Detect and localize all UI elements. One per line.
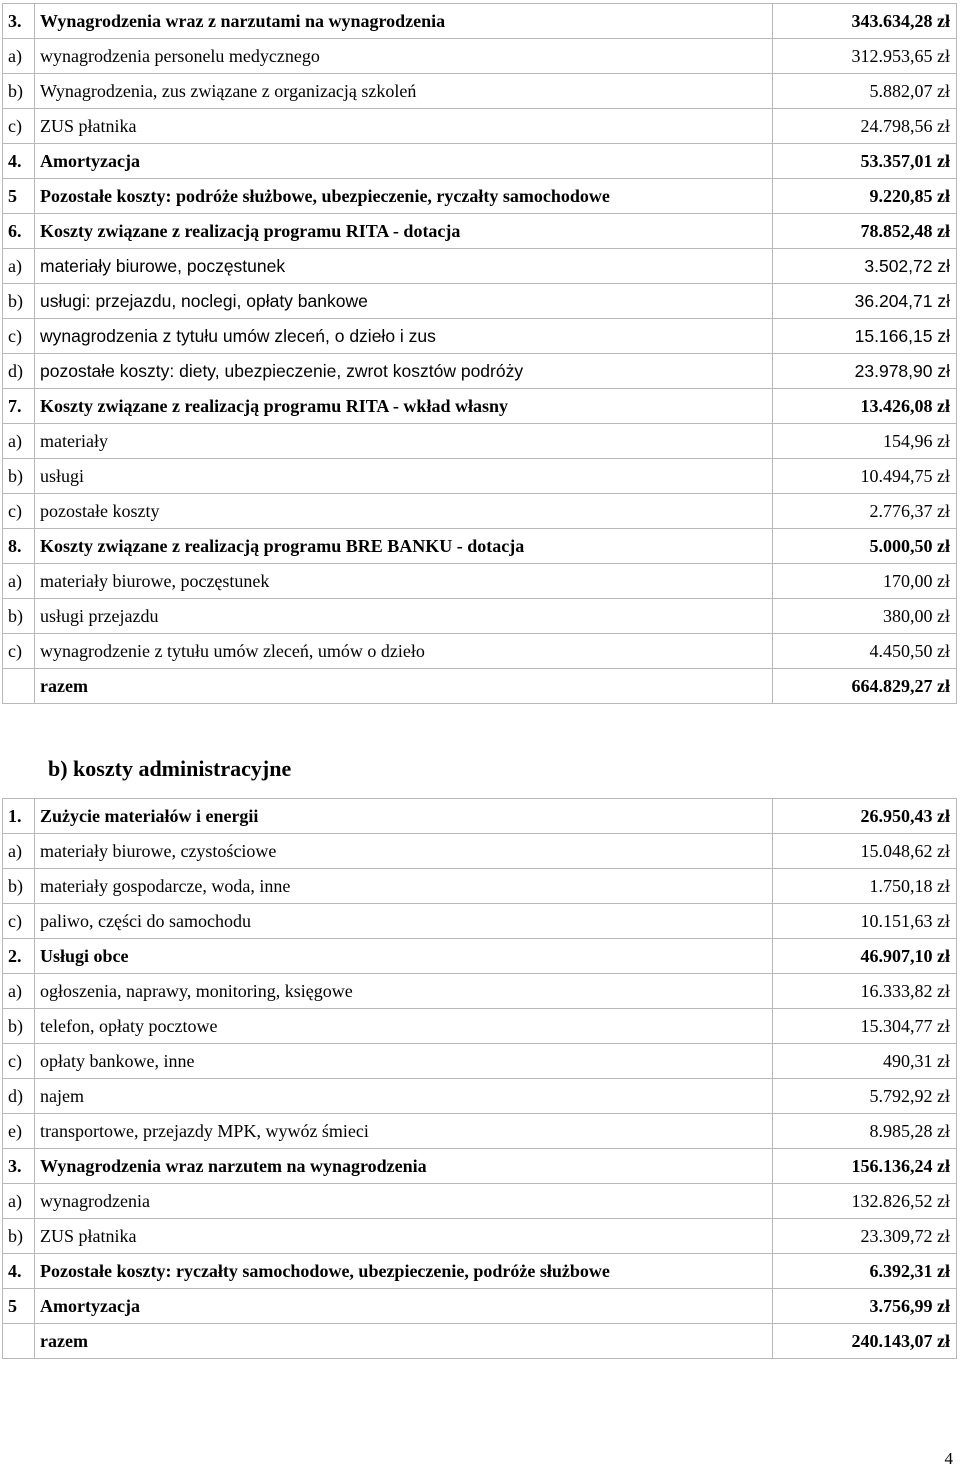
row-amount: 2.776,37 zł — [773, 494, 957, 529]
row-label: ZUS płatnika — [35, 1219, 773, 1254]
row-amount: 16.333,82 zł — [773, 974, 957, 1009]
row-amount: 26.950,43 zł — [773, 799, 957, 834]
row-number: b) — [3, 74, 35, 109]
table-row — [3, 1219, 957, 1254]
row-label: opłaty bankowe, inne — [35, 1044, 773, 1079]
row-amount: 53.357,01 zł — [773, 144, 957, 179]
row-label: Zużycie materiałów i energii — [35, 799, 773, 834]
table-row — [3, 669, 957, 704]
row-number: c) — [3, 634, 35, 669]
row-number: 6. — [3, 214, 35, 249]
table-row — [3, 179, 957, 214]
row-number: a) — [3, 834, 35, 869]
table-row — [3, 564, 957, 599]
row-number: b) — [3, 1219, 35, 1254]
row-amount: 15.304,77 zł — [773, 1009, 957, 1044]
table-row — [3, 389, 957, 424]
row-amount: 154,96 zł — [773, 424, 957, 459]
row-label: materiały — [35, 424, 773, 459]
row-number — [3, 669, 35, 704]
section-b-heading: b) koszty administracyjne — [48, 756, 292, 781]
row-label: wynagrodzenia z tytułu umów zleceń, o dzieło i zus — [35, 319, 773, 354]
table-row — [3, 904, 957, 939]
row-label: ZUS płatnika — [35, 109, 773, 144]
row-label: Pozostałe koszty: podróże służbowe, ubezpieczenie, ryczałty samochodowe — [35, 179, 773, 214]
row-amount: 312.953,65 zł — [773, 39, 957, 74]
row-number: 8. — [3, 529, 35, 564]
row-label: paliwo, części do samochodu — [35, 904, 773, 939]
row-label: telefon, opłaty pocztowe — [35, 1009, 773, 1044]
row-amount: 6.392,31 zł — [773, 1254, 957, 1289]
row-amount: 5.882,07 zł — [773, 74, 957, 109]
row-amount: 132.826,52 zł — [773, 1184, 957, 1219]
row-label: Amortyzacja — [35, 144, 773, 179]
row-amount: 664.829,27 zł — [773, 669, 957, 704]
row-amount: 24.798,56 zł — [773, 109, 957, 144]
row-number: b) — [3, 284, 35, 319]
table-row — [3, 1184, 957, 1219]
row-amount: 490,31 zł — [773, 1044, 957, 1079]
row-label: Wynagrodzenia wraz z narzutami na wynagrodzenia — [35, 4, 773, 39]
table-row — [3, 144, 957, 179]
row-amount: 170,00 zł — [773, 564, 957, 599]
table-row — [3, 1079, 957, 1114]
row-number: b) — [3, 459, 35, 494]
row-amount: 380,00 zł — [773, 599, 957, 634]
row-label: wynagrodzenie z tytułu umów zleceń, umów o dzieło — [35, 634, 773, 669]
row-number: 1. — [3, 799, 35, 834]
row-number: d) — [3, 354, 35, 389]
row-number: 2. — [3, 939, 35, 974]
table-row — [3, 494, 957, 529]
costs-table-administrative — [2, 798, 957, 1359]
table-row — [3, 1009, 957, 1044]
row-number: c) — [3, 904, 35, 939]
table-row — [3, 249, 957, 284]
row-label: razem — [35, 1324, 773, 1359]
table-row — [3, 39, 957, 74]
row-amount: 9.220,85 zł — [773, 179, 957, 214]
row-label: Amortyzacja — [35, 1289, 773, 1324]
table-row — [3, 974, 957, 1009]
row-label: Koszty związane z realizacją programu RITA - dotacja — [35, 214, 773, 249]
row-number: a) — [3, 564, 35, 599]
table-row — [3, 1114, 957, 1149]
row-number: 4. — [3, 144, 35, 179]
row-number: a) — [3, 424, 35, 459]
table-row — [3, 939, 957, 974]
row-amount: 5.000,50 zł — [773, 529, 957, 564]
row-amount: 78.852,48 zł — [773, 214, 957, 249]
row-label: wynagrodzenia — [35, 1184, 773, 1219]
row-number: c) — [3, 1044, 35, 1079]
table-row — [3, 869, 957, 904]
row-label: pozostałe koszty — [35, 494, 773, 529]
row-amount: 3.756,99 zł — [773, 1289, 957, 1324]
row-number: 3. — [3, 1149, 35, 1184]
row-amount: 23.309,72 zł — [773, 1219, 957, 1254]
row-label: Koszty związane z realizacją programu BRE BANKU - dotacja — [35, 529, 773, 564]
row-number: a) — [3, 39, 35, 74]
row-number: 4. — [3, 1254, 35, 1289]
row-number: e) — [3, 1114, 35, 1149]
row-number: 5 — [3, 179, 35, 214]
table-row — [3, 214, 957, 249]
row-amount: 15.166,15 zł — [773, 319, 957, 354]
row-number: b) — [3, 599, 35, 634]
table-row — [3, 1149, 957, 1184]
row-amount: 240.143,07 zł — [773, 1324, 957, 1359]
table-row — [3, 799, 957, 834]
row-number: d) — [3, 1079, 35, 1114]
row-number: c) — [3, 494, 35, 529]
table-row — [3, 1289, 957, 1324]
page-number: 4 — [944, 1449, 953, 1468]
row-amount: 5.792,92 zł — [773, 1079, 957, 1114]
row-amount: 156.136,24 zł — [773, 1149, 957, 1184]
table-row — [3, 424, 957, 459]
row-label: Wynagrodzenia wraz narzutem na wynagrodzenia — [35, 1149, 773, 1184]
row-label: materiały biurowe, czystościowe — [35, 834, 773, 869]
table-row — [3, 634, 957, 669]
row-amount: 46.907,10 zł — [773, 939, 957, 974]
table-row — [3, 4, 957, 39]
row-number: c) — [3, 109, 35, 144]
table-row — [3, 459, 957, 494]
table-row — [3, 74, 957, 109]
row-label: transportowe, przejazdy MPK, wywóz śmieci — [35, 1114, 773, 1149]
row-number: 5 — [3, 1289, 35, 1324]
row-number: a) — [3, 1184, 35, 1219]
row-amount: 36.204,71 zł — [773, 284, 957, 319]
row-label: Usługi obce — [35, 939, 773, 974]
row-amount: 10.151,63 zł — [773, 904, 957, 939]
table-row — [3, 1044, 957, 1079]
row-label: Koszty związane z realizacją programu RITA - wkład własny — [35, 389, 773, 424]
row-amount: 4.450,50 zł — [773, 634, 957, 669]
row-label: Wynagrodzenia, zus związane z organizacją szkoleń — [35, 74, 773, 109]
row-label: wynagrodzenia personelu medycznego — [35, 39, 773, 74]
row-amount: 1.750,18 zł — [773, 869, 957, 904]
table-row — [3, 354, 957, 389]
row-label: usługi przejazdu — [35, 599, 773, 634]
row-label: materiały biurowe, poczęstunek — [35, 249, 773, 284]
table-row — [3, 834, 957, 869]
row-amount: 13.426,08 zł — [773, 389, 957, 424]
row-label: razem — [35, 669, 773, 704]
row-number: b) — [3, 869, 35, 904]
row-label: najem — [35, 1079, 773, 1114]
row-number: c) — [3, 319, 35, 354]
row-number: 7. — [3, 389, 35, 424]
row-number: a) — [3, 249, 35, 284]
row-number: 3. — [3, 4, 35, 39]
row-amount: 343.634,28 zł — [773, 4, 957, 39]
row-label: pozostałe koszty: diety, ubezpieczenie, zwrot kosztów podróży — [35, 354, 773, 389]
table-row — [3, 599, 957, 634]
row-amount: 15.048,62 zł — [773, 834, 957, 869]
row-amount: 10.494,75 zł — [773, 459, 957, 494]
row-label: usługi — [35, 459, 773, 494]
row-amount: 23.978,90 zł — [773, 354, 957, 389]
row-number: b) — [3, 1009, 35, 1044]
table-row — [3, 529, 957, 564]
row-label: materiały gospodarcze, woda, inne — [35, 869, 773, 904]
row-number: a) — [3, 974, 35, 1009]
table-row — [3, 1324, 957, 1359]
table-row — [3, 1254, 957, 1289]
table-row — [3, 319, 957, 354]
row-amount: 3.502,72 zł — [773, 249, 957, 284]
row-amount: 8.985,28 zł — [773, 1114, 957, 1149]
row-label: materiały biurowe, poczęstunek — [35, 564, 773, 599]
row-label: Pozostałe koszty: ryczałty samochodowe, ubezpieczenie, podróże służbowe — [35, 1254, 773, 1289]
table-row — [3, 284, 957, 319]
row-label: ogłoszenia, naprawy, monitoring, księgowe — [35, 974, 773, 1009]
row-number — [3, 1324, 35, 1359]
costs-table-section-a — [2, 3, 957, 704]
table-row — [3, 109, 957, 144]
row-label: usługi: przejazdu, noclegi, opłaty bankowe — [35, 284, 773, 319]
